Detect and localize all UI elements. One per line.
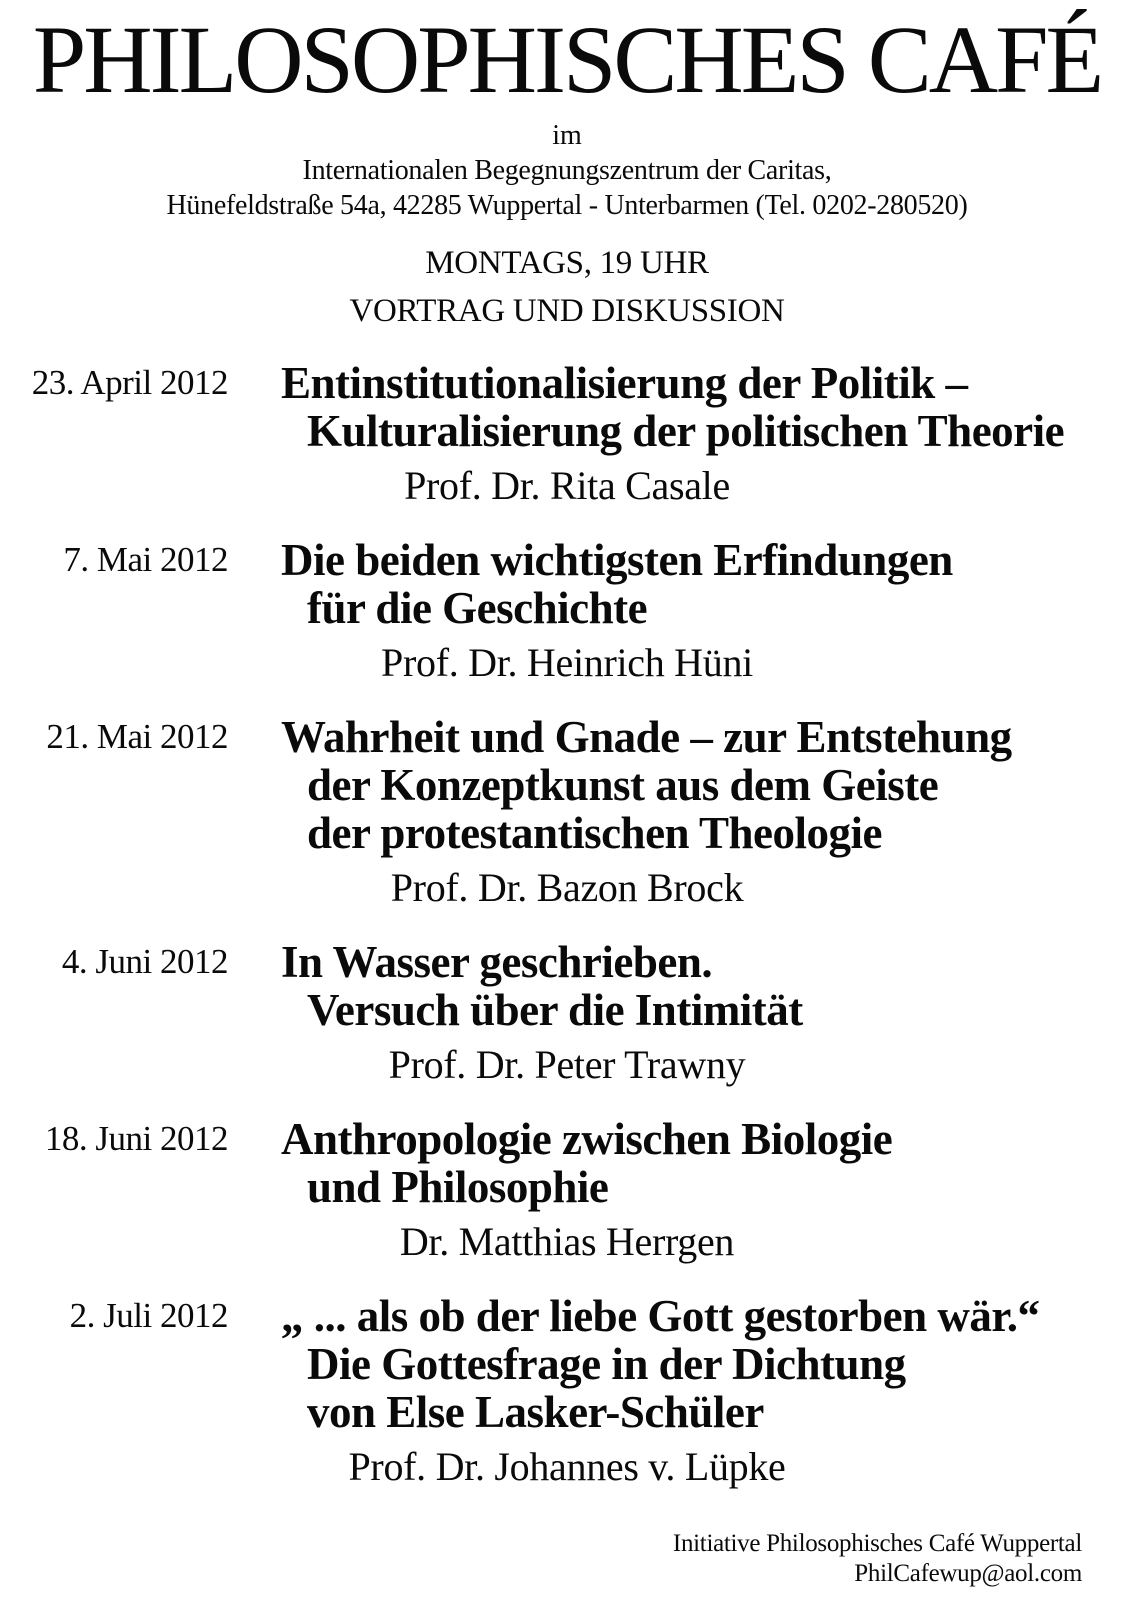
event-title-line: von Else Lasker-Schüler <box>307 1387 764 1437</box>
event-title <box>281 713 1012 857</box>
event-main <box>0 359 1134 455</box>
event-row <box>0 536 1134 685</box>
event-title-line: In Wasser geschrieben. <box>281 937 713 987</box>
event-main <box>0 938 1134 1034</box>
event-date: 21. Mai 2012 <box>46 717 228 756</box>
event-speaker: Prof. Dr. Rita Casale <box>404 463 730 508</box>
event-title-line: Die beiden wichtigsten Erfindungen <box>281 535 953 585</box>
event-title-line: für die Geschichte <box>307 583 648 633</box>
address-line-1: Internationalen Begegnungszentrum der Caritas, <box>302 155 832 186</box>
event-title-line: der protestantischen Theologie <box>307 808 883 858</box>
address-line-2: Hünefeldstraße 54a, 42285 Wuppertal - Unterbarmen (Tel. 0202-280520) <box>166 190 968 221</box>
event-title <box>281 536 953 632</box>
event-title <box>281 1115 892 1211</box>
page-title: PHILOSOPHISCHES CAFÉ <box>32 6 1102 113</box>
event-date: 18. Juni 2012 <box>44 1119 228 1158</box>
event-date: 7. Mai 2012 <box>63 540 228 579</box>
event-speaker: Prof. Dr. Heinrich Hüni <box>381 640 753 685</box>
event-main <box>0 1115 1134 1211</box>
event-title-line: und Philosophie <box>307 1162 609 1212</box>
event-title-line: „ ... als ob der liebe Gott gestorben wär.“ <box>281 1291 1040 1341</box>
event-main <box>0 713 1134 857</box>
event-row <box>0 1292 1134 1489</box>
event-title-line: Entinstitutionalisierung der Politik – <box>281 358 968 408</box>
event-main <box>0 536 1134 632</box>
event-title <box>281 359 1064 455</box>
event-title-line: Anthropologie zwischen Biologie <box>281 1114 893 1164</box>
event-main <box>0 1292 1134 1436</box>
event-speaker: Dr. Matthias Herrgen <box>399 1219 735 1264</box>
subtitle-im: im <box>552 120 582 151</box>
event-row <box>0 359 1134 508</box>
event-title-line: Kulturalisierung der politischen Theorie <box>307 406 1065 456</box>
schedule-format: VORTRAG UND DISKUSSION <box>349 293 785 329</box>
event-title-line: der Konzeptkunst aus dem Geiste <box>307 760 939 810</box>
event-date: 23. April 2012 <box>31 363 228 402</box>
footer-initiative: Initiative Philosophisches Café Wuppertal <box>672 1530 1082 1557</box>
schedule-time: MONTAGS, 19 UHR <box>425 245 709 281</box>
event-row <box>0 1115 1134 1264</box>
events-list <box>0 359 1134 1489</box>
event-row <box>0 938 1134 1087</box>
event-speaker: Prof. Dr. Peter Trawny <box>388 1042 746 1087</box>
event-title-line: Versuch über die Intimität <box>307 985 803 1035</box>
event-date: 2. Juli 2012 <box>69 1296 228 1335</box>
event-speaker: Prof. Dr. Bazon Brock <box>390 865 744 910</box>
event-title <box>281 1292 1039 1436</box>
footer <box>673 1529 1082 1589</box>
footer-email: PhilCafewup@aol.com <box>854 1560 1082 1587</box>
event-speaker: Prof. Dr. Johannes v. Lüpke <box>348 1444 786 1489</box>
event-date: 4. Juni 2012 <box>61 942 228 981</box>
event-row <box>0 713 1134 910</box>
event-title-line: Die Gottesfrage in der Dichtung <box>307 1339 906 1389</box>
event-title <box>281 938 803 1034</box>
event-title-line: Wahrheit und Gnade – zur Entstehung <box>281 712 1012 762</box>
